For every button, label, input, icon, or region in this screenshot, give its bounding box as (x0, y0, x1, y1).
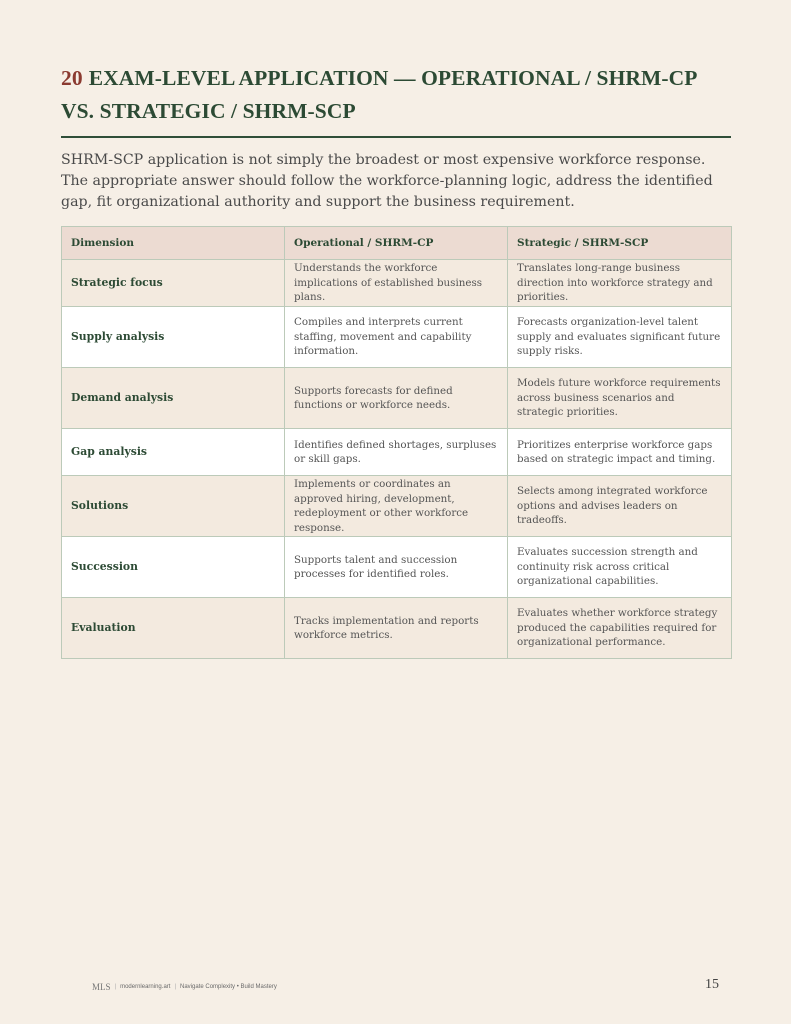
row-dimension: Strategic focus (62, 260, 285, 307)
header-strategic: Strategic / SHRM-SCP (508, 227, 732, 260)
row-dimension: Demand analysis (62, 368, 285, 429)
row-dimension: Gap analysis (62, 429, 285, 476)
footer-branding (92, 982, 277, 992)
header-dimension: Dimension (62, 227, 285, 260)
row-dimension: Solutions (62, 476, 285, 537)
header-operational: Operational / SHRM-CP (285, 227, 508, 260)
intro-paragraph: SHRM-SCP application is not simply the broadest or most expensive workforce response. The appropriate answer should follow the workforce-planning logic, address the identified gap, fit organizational authority and support the business requirement. (61, 152, 713, 210)
section-number: 20 (61, 66, 83, 90)
row-dimension: Succession (62, 537, 285, 598)
table-row (62, 537, 732, 598)
section-title: EXAM-LEVEL APPLICATION — OPERATIONAL / SHRM-CP VS. STRATEGIC / SHRM-SCP (61, 66, 697, 123)
row-operational: Identifies defined shortages, surpluses or skill gaps. (285, 429, 508, 476)
row-operational: Supports forecasts for defined functions or workforce needs. (285, 368, 508, 429)
row-operational: Understands the workforce implications of established business plans. (285, 260, 508, 307)
row-strategic: Prioritizes enterprise workforce gaps based on strategic impact and timing. (508, 429, 732, 476)
section-heading (61, 62, 731, 128)
row-dimension: Supply analysis (62, 307, 285, 368)
page-content (61, 62, 731, 659)
footer-divider: | (174, 984, 177, 990)
row-strategic: Evaluates whether workforce strategy produced the capabilities required for organizational performance. (508, 598, 732, 659)
table-row (62, 598, 732, 659)
row-strategic: Models future workforce requirements across business scenarios and strategic priorities. (508, 368, 732, 429)
table-row (62, 260, 732, 307)
row-operational: Compiles and interprets current staffing, movement and capability information. (285, 307, 508, 368)
table-header-row (62, 227, 732, 260)
row-strategic: Evaluates succession strength and continuity risk across critical organizational capabilities. (508, 537, 732, 598)
row-operational: Tracks implementation and reports workforce metrics. (285, 598, 508, 659)
row-operational: Implements or coordinates an approved hiring, development, redeployment or other workforce response. (285, 476, 508, 537)
table-row (62, 429, 732, 476)
table-row (62, 307, 732, 368)
brand-tagline: Navigate Complexity • Build Mastery (180, 984, 277, 990)
table-row (62, 476, 732, 537)
heading-rule (61, 136, 731, 138)
row-dimension: Evaluation (62, 598, 285, 659)
row-operational: Supports talent and succession processes for identified roles. (285, 537, 508, 598)
row-strategic: Translates long-range business direction into workforce strategy and priorities. (508, 260, 732, 307)
row-strategic: Selects among integrated workforce options and advises leaders on tradeoffs. (508, 476, 732, 537)
brand-logo: MLS (92, 982, 111, 992)
brand-site: modernlearning.art (120, 984, 171, 990)
table-row (62, 368, 732, 429)
footer-divider: | (114, 984, 117, 990)
row-strategic: Forecasts organization-level talent supply and evaluates significant future supply risks. (508, 307, 732, 368)
comparison-table (61, 226, 732, 659)
page-number: 15 (705, 977, 719, 992)
